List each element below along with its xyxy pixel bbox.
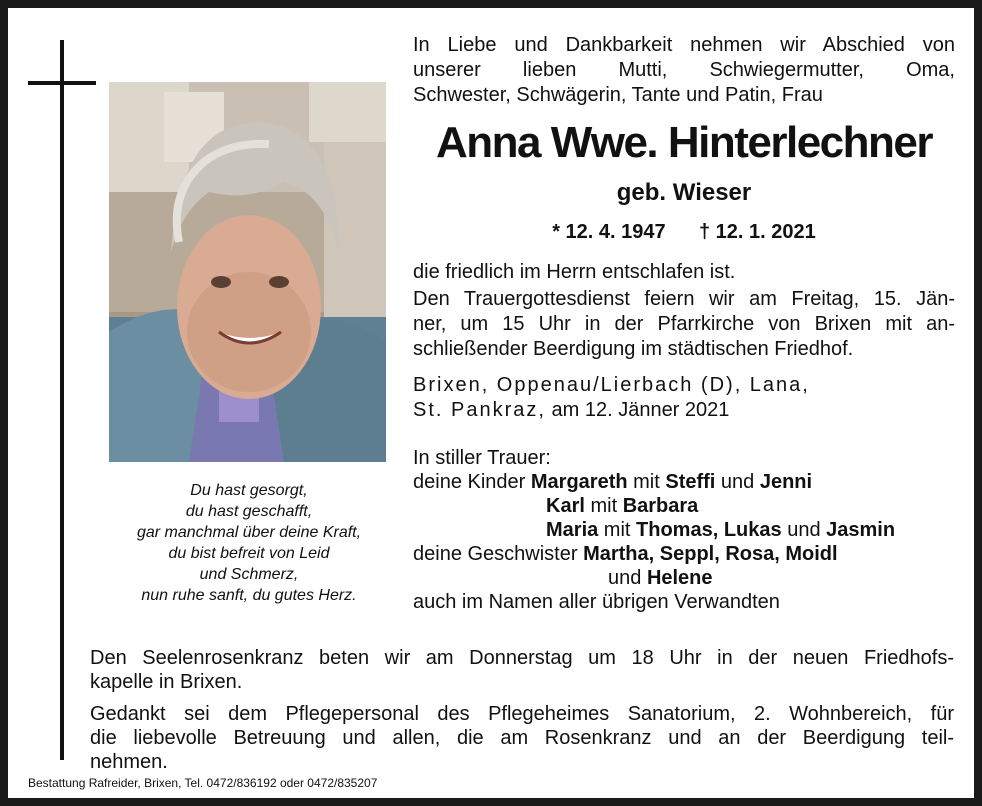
- intro-text: [413, 33, 955, 108]
- mourners-row: [413, 566, 973, 590]
- grandchild-name: Jasmin: [826, 519, 896, 541]
- place-spaced: St. Pankraz,: [413, 399, 546, 421]
- passing-line: die friedlich im Herrn entschlafen ist.: [413, 261, 736, 283]
- mourners-list: [413, 446, 973, 614]
- sibling-names: Martha, Seppl, Rosa, Moidl: [583, 543, 838, 565]
- rosary-line: kapelle in Brixen.: [90, 671, 243, 693]
- partner-name: Barbara: [622, 495, 699, 517]
- portrait-illustration: [109, 82, 386, 462]
- birth-date: * 12. 4. 1947: [552, 221, 666, 243]
- poem-line: Du hast gesorgt,: [190, 482, 308, 499]
- rosary-text: [90, 646, 954, 694]
- service-text: [413, 287, 955, 362]
- mourners-row: [413, 494, 973, 518]
- grandchild-names: Thomas, Lukas: [636, 519, 782, 541]
- sibling-name: Helene: [646, 567, 713, 589]
- intro-line: unserer lieben Mutti, Schwiegermutter, Oma,: [413, 59, 955, 81]
- obituary-notice: [8, 8, 974, 798]
- place-line: Brixen, Oppenau/Lierbach (D), Lana,: [413, 374, 810, 396]
- death-date: † 12. 1. 2021: [699, 221, 816, 243]
- connector: und: [715, 471, 760, 493]
- connector: mit: [627, 471, 666, 493]
- service-line: schließender Beerdigung im städtischen Friedhof.: [413, 338, 854, 360]
- thanks-line: Gedankt sei dem Pflegepersonal des Pflegeheimes Sanatorium, 2. Wohnbereich, für: [90, 703, 954, 725]
- mourners-label: deine Kinder: [413, 471, 531, 493]
- funeral-home-footer: Bestattung Rafreider, Brixen, Tel. 0472/836192 oder 0472/835207: [28, 776, 378, 790]
- mourners-label: deine Geschwister: [413, 543, 584, 565]
- connector: mit: [584, 495, 623, 517]
- thanks-line: nehmen.: [90, 751, 168, 773]
- cross-vertical-bar: [60, 40, 64, 760]
- cross-horizontal-bar: [28, 81, 96, 85]
- place-line: [413, 398, 955, 423]
- mourners-row: [413, 542, 973, 566]
- connector: und: [608, 567, 647, 589]
- memorial-poem: [104, 480, 394, 606]
- life-dates: [413, 218, 955, 246]
- connector: mit: [598, 519, 637, 541]
- child-name: Margareth: [530, 471, 628, 493]
- child-name: Karl: [546, 495, 585, 517]
- thanks-line: die liebevolle Betreuung und allen, die am Rosenkranz und an der Beerdigung teil-: [90, 727, 954, 749]
- service-line: ner, um 15 Uhr in der Pfarrkirche von Brixen mit an-: [413, 313, 955, 335]
- poem-line: und Schmerz,: [199, 566, 299, 583]
- intro-line: Schwester, Schwägerin, Tante und Patin, Frau: [413, 84, 823, 106]
- deceased-name: Anna Wwe. Hinterlechner: [435, 118, 933, 167]
- place-date-text: [413, 373, 955, 423]
- connector: und: [781, 519, 827, 541]
- grandchild-name: Steffi: [665, 471, 716, 493]
- thanks-text: [90, 702, 954, 774]
- rosary-line: Den Seelenrosenkranz beten wir am Donnerstag um 18 Uhr in der neuen Friedhofs-: [90, 647, 954, 669]
- child-name: Maria: [546, 519, 599, 541]
- poem-line: gar manchmal über deine Kraft,: [136, 524, 362, 541]
- relatives-line: auch im Namen aller übrigen Verwandten: [413, 591, 780, 613]
- place-date: am 12. Jänner 2021: [545, 399, 730, 421]
- maiden-name: geb. Wieser: [616, 179, 752, 206]
- mourners-row: [413, 518, 973, 542]
- mourners-row: [413, 470, 973, 494]
- grandchild-name: Jenni: [759, 471, 813, 493]
- service-line: Den Trauergottesdienst feiern wir am Freitag, 15. Jän-: [413, 288, 955, 310]
- portrait-photo: [109, 82, 386, 462]
- intro-line: In Liebe und Dankbarkeit nehmen wir Abschied von: [413, 34, 955, 56]
- mourners-heading: In stiller Trauer:: [413, 447, 551, 469]
- poem-line: du hast geschafft,: [185, 503, 313, 520]
- poem-line: du bist befreit von Leid: [168, 545, 330, 562]
- poem-line: nun ruhe sanft, du gutes Herz.: [141, 587, 357, 604]
- passing-text: [413, 260, 955, 285]
